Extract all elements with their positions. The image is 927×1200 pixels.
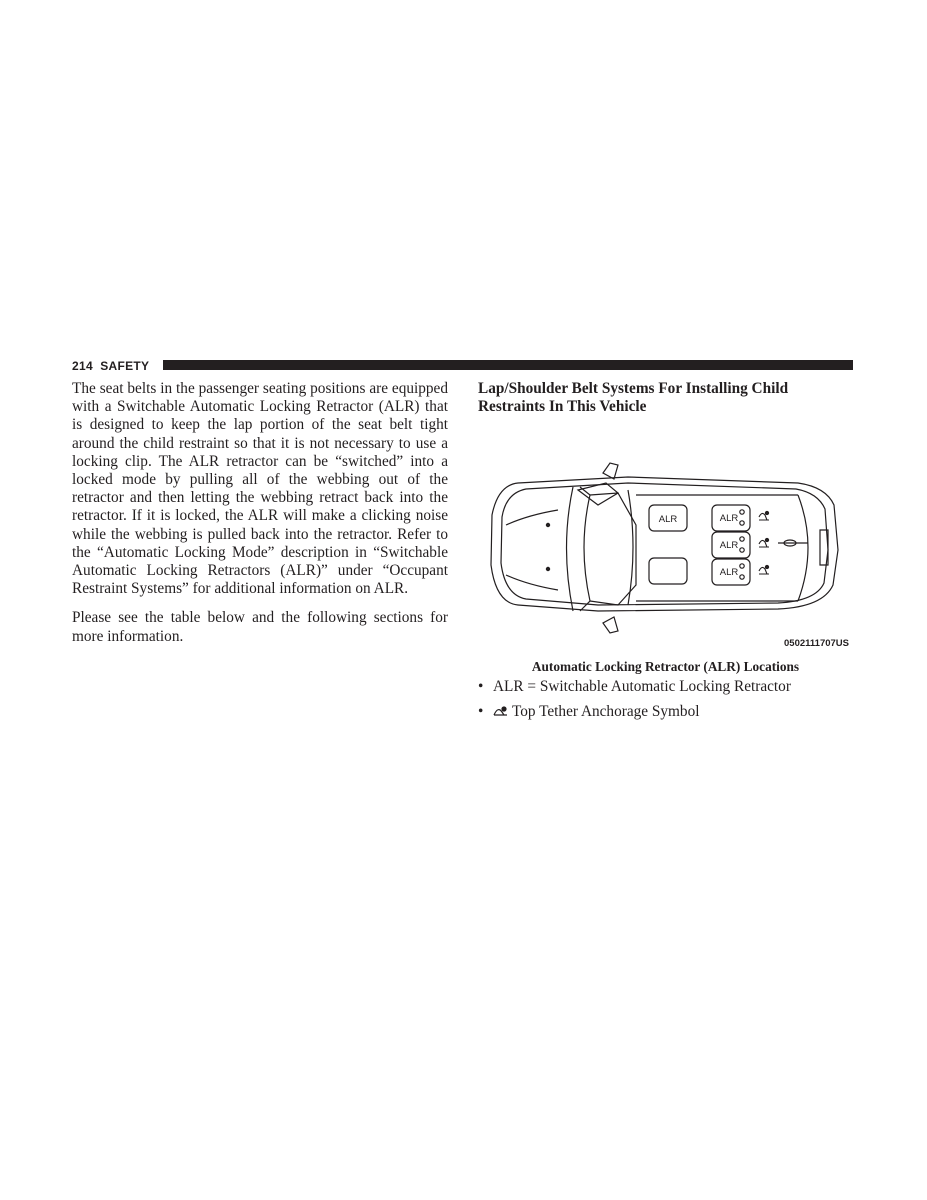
right-column: [478, 380, 853, 416]
top-tether-anchorage-icon: [759, 511, 769, 520]
header-rule: [163, 360, 853, 370]
figure-code: 0502111707US: [784, 638, 849, 649]
legend-list: [478, 678, 853, 728]
alr-label: ALR: [719, 540, 739, 551]
alr-label: ALR: [719, 567, 739, 578]
top-tether-anchorage-icon: [759, 565, 769, 574]
alr-label: ALR: [719, 513, 739, 524]
alr-label: ALR: [658, 514, 678, 525]
body-paragraph-2: Please see the table below and the following sections for more information.: [72, 609, 448, 645]
list-item: • Top Tether Anchorage Symbol: [478, 703, 700, 721]
body-paragraph-1: The seat belts in the passenger seating positions are equipped with a Switchable Automatic Locking Retractor (ALR) that is designed to keep the lap portion of the seat belt tight around the child restraint so that it is not necessary to use a locking clip. The ALR retractor can be “switched” into a locked mode by pulling all of the webbing out of the retractor and then letting the webbing retract back into the retractor. If it is locked, the ALR will make a clicking noise while the webbing is pulled back into the retractor. Refer to the “Automatic Locking Mode” description in “Switchable Automatic Locking Retractors (ALR)” under “Occupant Restraint Systems” for additional information on ALR.: [72, 380, 448, 598]
left-column: [72, 380, 448, 657]
figure-caption: Automatic Locking Retractor (ALR) Locations: [531, 659, 800, 674]
page-header: [72, 358, 853, 374]
page-number-section: 214 SAFETY: [72, 359, 150, 373]
top-tether-anchorage-icon: [493, 704, 509, 718]
section-heading: Lap/Shoulder Belt Systems For Installing Child Restraints In This Vehicle: [478, 380, 789, 416]
top-tether-anchorage-icon: [759, 538, 769, 547]
vehicle-diagram: [478, 455, 853, 655]
list-item: • ALR = Switchable Automatic Locking Retractor: [478, 678, 791, 695]
